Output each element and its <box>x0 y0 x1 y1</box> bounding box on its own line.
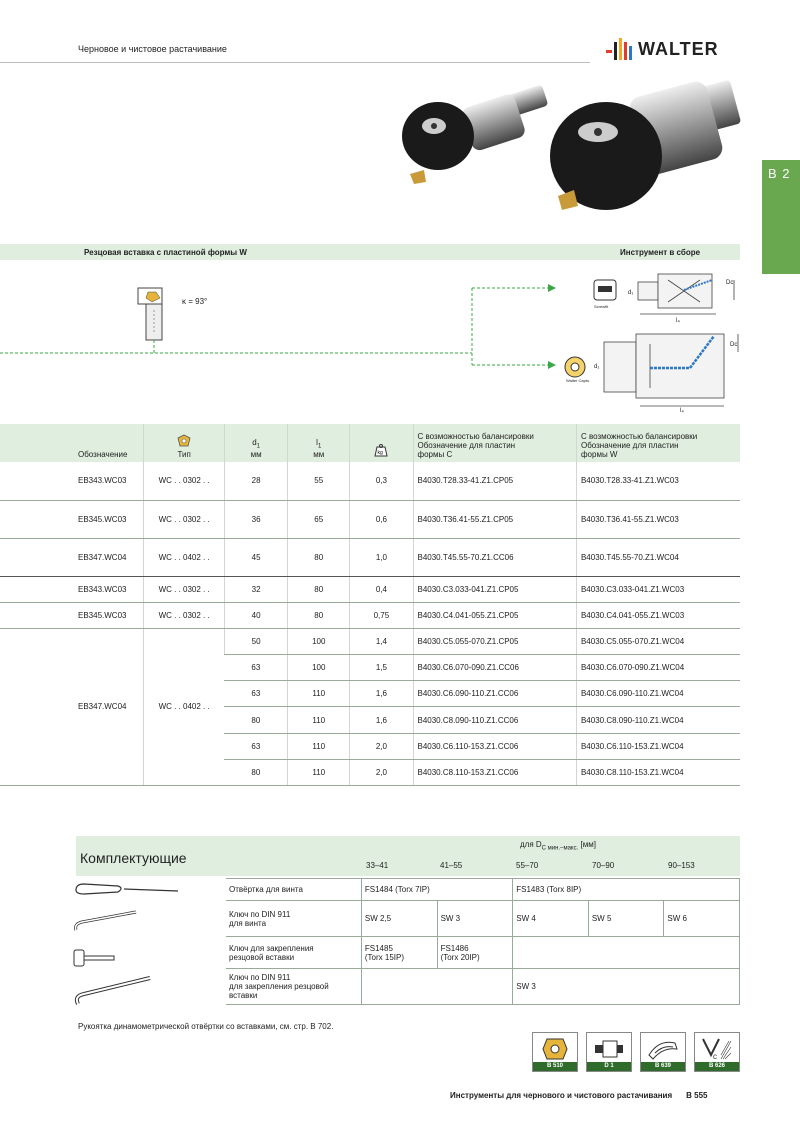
accessory-value-empty <box>513 937 740 969</box>
cell-l1: 110 <box>288 733 350 759</box>
ref-handbook[interactable] <box>640 1032 686 1072</box>
accessory-label-line2: для винта <box>229 918 267 928</box>
cell-l1: 65 <box>288 500 350 538</box>
cell-designation: EB343.WC03 <box>0 462 144 500</box>
page-footer <box>450 1091 707 1100</box>
cell-d1: 80 <box>224 707 287 733</box>
cell-type: WC . . 0402 . . <box>144 628 225 785</box>
accessory-label <box>226 901 361 937</box>
cell-l1: 110 <box>288 707 350 733</box>
hex-key-icon <box>76 912 136 930</box>
cell-balance-c: B4030.C6.070-090.Z1.CC06 <box>413 655 576 681</box>
cell-d1: 63 <box>224 733 287 759</box>
cell-balance-c: B4030.T36.41-55.Z1.CP05 <box>413 500 576 538</box>
ref-handbook-label: B 639 <box>641 1062 685 1071</box>
col-balance-c-line3: формы С <box>417 450 453 459</box>
range-1: 33–41 <box>366 861 389 870</box>
accessory-value: SW 5 <box>588 901 664 937</box>
cell-weight: 0,6 <box>350 500 413 538</box>
adapter-ref-icon <box>591 1035 627 1063</box>
cell-type: WC . . 0302 . . <box>144 576 225 602</box>
cell-weight: 2,0 <box>350 759 413 785</box>
cell-balance-w: B4030.T36.41-55.Z1.WC03 <box>576 500 740 538</box>
ref-adapter[interactable] <box>586 1032 632 1072</box>
cell-d1: 28 <box>224 462 287 500</box>
cell-balance-w: B4030.C4.041-055.Z1.WC03 <box>576 602 740 628</box>
walter-capto-badge-icon <box>565 357 585 377</box>
cell-balance-w: B4030.C6.090-110.Z1.WC04 <box>576 681 740 707</box>
col-balance-w <box>576 424 740 462</box>
cell-balance-w: B4030.C6.110-153.Z1.WC04 <box>576 733 740 759</box>
accessory-row <box>226 937 740 969</box>
cell-d1: 36 <box>224 500 287 538</box>
cell-balance-w: B4030.T28.33-41.Z1.WC03 <box>576 462 740 500</box>
accessory-value-line2: (Torx 20IP) <box>440 952 480 962</box>
cell-balance-c: B4030.C6.110-153.Z1.CC06 <box>413 733 576 759</box>
accessory-value-line1: FS1486 <box>440 943 469 953</box>
arrow-bottom-icon <box>548 361 556 369</box>
col-weight <box>350 424 413 462</box>
accessory-value <box>361 937 437 969</box>
weight-icon <box>374 443 388 457</box>
accessory-label <box>226 937 361 969</box>
col-l1-label: l <box>316 438 318 448</box>
accessory-tool-drawings <box>72 878 182 1018</box>
accessory-value: FS1484 (Torx 7IP) <box>361 879 512 901</box>
cell-l1: 55 <box>288 462 350 500</box>
cell-designation: EB347.WC04 <box>0 538 144 576</box>
cell-balance-w: B4030.C3.033-041.Z1.WC03 <box>576 576 740 602</box>
cell-d1: 63 <box>224 681 287 707</box>
section-tab-b2[interactable] <box>762 160 800 274</box>
cell-d1: 45 <box>224 538 287 576</box>
capto-assembly-drawing <box>604 334 738 406</box>
footer-text: Инструменты для чернового и чистового растачивания <box>450 1091 673 1100</box>
table-row <box>0 602 740 628</box>
cell-weight: 1,6 <box>350 681 413 707</box>
cell-weight: 0,75 <box>350 602 413 628</box>
cell-weight: 1,6 <box>350 707 413 733</box>
cell-balance-w: B4030.C6.070-090.Z1.WC04 <box>576 655 740 681</box>
accessory-row <box>226 901 740 937</box>
accessory-row <box>226 879 740 901</box>
accessory-label-line1: Ключ по DIN 911 <box>229 973 291 982</box>
col-l1 <box>288 424 350 462</box>
ref-insert-label: B 510 <box>533 1062 577 1071</box>
label-l4-top: l₄ <box>676 318 680 324</box>
cell-d1: 32 <box>224 576 287 602</box>
col-balance-w-line3: формы W <box>580 450 618 459</box>
product-photos <box>396 78 756 218</box>
accessory-row <box>226 969 740 1005</box>
section-band <box>0 244 740 260</box>
col-d1-unit: мм <box>250 450 262 459</box>
label-dc-top: Dc <box>726 280 734 286</box>
accessories-header <box>76 836 740 876</box>
cell-designation: EB345.WC03 <box>0 500 144 538</box>
cell-designation: EB345.WC03 <box>0 602 144 628</box>
label-walter-capto: Walter Capto <box>566 378 590 383</box>
arrow-top-icon <box>548 284 556 292</box>
walter-logo <box>606 38 742 60</box>
cell-balance-c: B4030.C3.033-041.Z1.CP05 <box>413 576 576 602</box>
label-dc-bottom: Dc <box>730 342 738 348</box>
accessory-value: SW 6 <box>664 901 740 937</box>
band-left-label: Резцовая вставка с пластиной формы W <box>84 248 247 257</box>
dc-range-label <box>520 840 596 852</box>
logo-wordmark: WALTER <box>638 39 719 59</box>
table-row <box>0 628 740 654</box>
cell-balance-w: B4030.C8.090-110.Z1.WC04 <box>576 707 740 733</box>
cell-l1: 80 <box>288 538 350 576</box>
accessory-label-line2: для закрепления резцовой <box>229 982 329 991</box>
cell-weight: 1,0 <box>350 538 413 576</box>
tool-photo-screwfit <box>402 84 548 184</box>
dc-label: для D <box>520 840 542 849</box>
label-d1-top: d₁ <box>628 290 634 296</box>
cell-balance-c: B4030.C4.041-055.Z1.CP05 <box>413 602 576 628</box>
accessories-title: Комплектующие <box>80 850 187 866</box>
cell-designation: EB347.WC04 <box>0 628 144 785</box>
screwdriver-icon <box>76 884 178 894</box>
accessory-value: SW 4 <box>513 901 589 937</box>
cell-balance-c: B4030.C8.110-153.Z1.CC06 <box>413 759 576 785</box>
cell-balance-w: B4030.T45.55-70.Z1.WC04 <box>576 538 740 576</box>
table-row <box>0 462 740 500</box>
cell-type: WC . . 0302 . . <box>144 500 225 538</box>
cell-weight: 0,3 <box>350 462 413 500</box>
handbook-ref-icon <box>645 1035 681 1063</box>
cell-d1: 80 <box>224 759 287 785</box>
cell-balance-c: B4030.C8.090-110.Z1.CC06 <box>413 707 576 733</box>
insert-ref-icon <box>537 1035 573 1063</box>
dc-unit: [мм] <box>580 840 596 849</box>
cell-l1: 110 <box>288 759 350 785</box>
page-number: B 555 <box>686 1091 708 1100</box>
accessory-value <box>437 937 513 969</box>
cell-type: WC . . 0302 . . <box>144 462 225 500</box>
header-divider <box>0 62 590 63</box>
range-4: 70–90 <box>592 861 615 870</box>
band-right-label: Инструмент в сборе <box>620 248 701 257</box>
range-3: 55–70 <box>516 861 539 870</box>
accessory-label-line1: Ключ для закрепления <box>229 943 314 953</box>
cell-l1: 80 <box>288 602 350 628</box>
label-l4-bottom: l₄ <box>680 408 684 414</box>
ref-cutting-data-label: B 626 <box>695 1062 739 1071</box>
screwfit-assembly-drawing <box>638 274 734 314</box>
accessory-value-line1: FS1485 <box>364 943 393 953</box>
insert-drawing <box>138 288 162 340</box>
table-row <box>0 576 740 602</box>
svg-text:c: c <box>713 1052 717 1061</box>
range-5: 90–153 <box>668 861 695 870</box>
col-balance-w-line2: Обозначение для пластин <box>580 441 679 450</box>
accessory-value: SW 3 <box>513 969 740 1005</box>
cell-d1: 50 <box>224 628 287 654</box>
accessory-value-empty <box>361 969 512 1005</box>
accessory-label <box>226 969 361 1005</box>
cell-l1: 100 <box>288 628 350 654</box>
cell-balance-w: B4030.C8.110-153.Z1.WC04 <box>576 759 740 785</box>
table-row <box>0 500 740 538</box>
col-d1-label: d <box>252 438 257 448</box>
cell-weight: 0,4 <box>350 576 413 602</box>
cell-weight: 2,0 <box>350 733 413 759</box>
cell-balance-c: B4030.C5.055-070.Z1.CP05 <box>413 628 576 654</box>
col-d1 <box>224 424 287 462</box>
cell-designation: EB343.WC03 <box>0 576 144 602</box>
label-screwfit: Screwfit <box>594 304 609 309</box>
cell-weight: 1,4 <box>350 628 413 654</box>
cell-d1: 63 <box>224 655 287 681</box>
accessory-label: Отвёртка для винта <box>226 879 361 901</box>
col-l1-unit: мм <box>313 450 325 459</box>
cell-balance-c: B4030.T28.33-41.Z1.CP05 <box>413 462 576 500</box>
tool-photo-capto <box>550 79 741 210</box>
ref-insert[interactable] <box>532 1032 578 1072</box>
cell-l1: 100 <box>288 655 350 681</box>
cell-balance-w: B4030.C5.055-070.Z1.WC04 <box>576 628 740 654</box>
col-balance-c-line2: Обозначение для пластин <box>417 441 516 450</box>
screwfit-badge-icon <box>594 280 616 300</box>
col-l1-sub: 1 <box>317 444 322 450</box>
accessory-value: SW 3 <box>437 901 513 937</box>
page-header-title: Черновое и чистовое растачивание <box>78 44 227 54</box>
cell-type: WC . . 0402 . . <box>144 538 225 576</box>
cell-d1: 40 <box>224 602 287 628</box>
accessory-label-line3: вставки <box>229 991 258 1000</box>
accessory-label-line2: резцовой вставки <box>229 952 295 962</box>
col-balance-w-line1: С возможностью балансировки <box>580 432 698 441</box>
dc-sub: C мин.–макс. <box>541 845 579 852</box>
kappa-angle: κ = 93° <box>182 297 208 306</box>
logo-bars-icon <box>606 38 636 60</box>
col-type <box>144 424 225 462</box>
accessory-value: SW 2,5 <box>361 901 437 937</box>
accessories-table <box>226 878 740 1005</box>
din-key-large-icon <box>77 978 150 1004</box>
ref-adapter-label: D 1 <box>587 1062 631 1071</box>
assembly-schematic <box>0 264 760 416</box>
product-table <box>0 424 740 786</box>
table-row <box>0 538 740 576</box>
accessory-label-line1: Ключ по DIN 911 <box>229 909 291 919</box>
ref-cutting-data[interactable] <box>694 1032 740 1072</box>
cell-type: WC . . 0302 . . <box>144 602 225 628</box>
section-tab-label: B 2 <box>768 166 791 181</box>
cell-balance-c: B4030.C6.090-110.Z1.CC06 <box>413 681 576 707</box>
cell-weight: 1,5 <box>350 655 413 681</box>
col-type-label: Тип <box>177 450 191 459</box>
cell-balance-c: B4030.T45.55-70.Z1.CC06 <box>413 538 576 576</box>
t-handle-key-icon <box>74 950 114 966</box>
cell-l1: 80 <box>288 576 350 602</box>
svg-text:kg: kg <box>377 450 384 456</box>
col-balance-c-line1: С возможностью балансировки <box>417 432 534 441</box>
col-balance-c <box>413 424 576 462</box>
cutting-data-ref-icon <box>699 1035 735 1063</box>
col-designation: Обозначение <box>0 424 144 462</box>
footnote: Рукоятка динамометрической отвёртки со вставками, см. стр. B 702. <box>78 1022 334 1031</box>
label-d1-bottom: d₁ <box>594 364 600 370</box>
dashed-connectors <box>0 288 548 365</box>
accessory-value-line2: (Torx 15IP) <box>364 952 404 962</box>
range-2: 41–55 <box>440 861 463 870</box>
cell-l1: 110 <box>288 681 350 707</box>
col-d1-sub: 1 <box>256 444 260 450</box>
insert-shape-icon <box>177 434 191 448</box>
accessory-value: FS1483 (Torx 8IP) <box>513 879 740 901</box>
